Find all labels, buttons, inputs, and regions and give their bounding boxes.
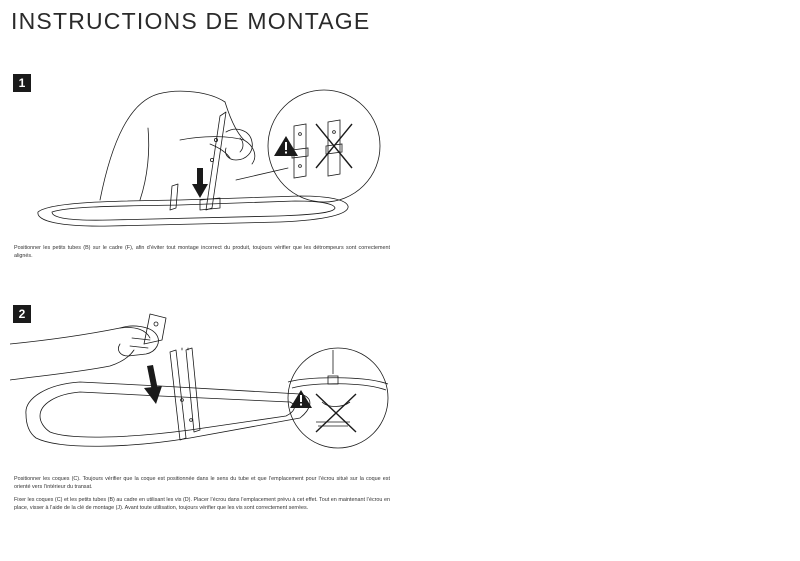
small-tube (170, 350, 186, 440)
step-1-instruction: Positionner les petits tubes (B) sur le cadre (F), afin d’éviter tout montage incorrect du produit, toujours vérifier que les détrompeurs sont correctement alignés. (14, 245, 390, 259)
hand (118, 326, 158, 356)
frame (26, 382, 310, 446)
step-2-instruction-1: Positionner les coques (C). Toujours vérifier que la coque est positionnée dans le sens du tube et que l’emplacement pour l’écrou situé sur la coque est orienté vers l’intérieur du transat. (14, 476, 390, 490)
step-2-illustration (10, 310, 390, 460)
down-arrow-icon (144, 365, 162, 404)
down-arrow-icon (192, 168, 208, 198)
step-1-illustration (30, 80, 400, 230)
step-2-badge: 2 (13, 305, 31, 323)
small-tube (206, 112, 226, 210)
step-2-instruction-2: Fixer les coques (C) et les petits tubes (B) au cadre en utilisant les vis (D). Placer l’écrou dans l’emplacement prévu à cet effet. Tout en maintenant l’écrou en place, visser à l’aide de la clé de montage (J). Avant toute utilisation, toujours vérifier que les vis sont correctement serrées. (14, 497, 390, 511)
frame (38, 196, 348, 226)
step-1-badge: 1 (13, 74, 31, 92)
person-arm (10, 327, 150, 344)
person-body (100, 91, 225, 200)
page-title: INSTRUCTIONS DE MONTAGE (11, 8, 371, 34)
